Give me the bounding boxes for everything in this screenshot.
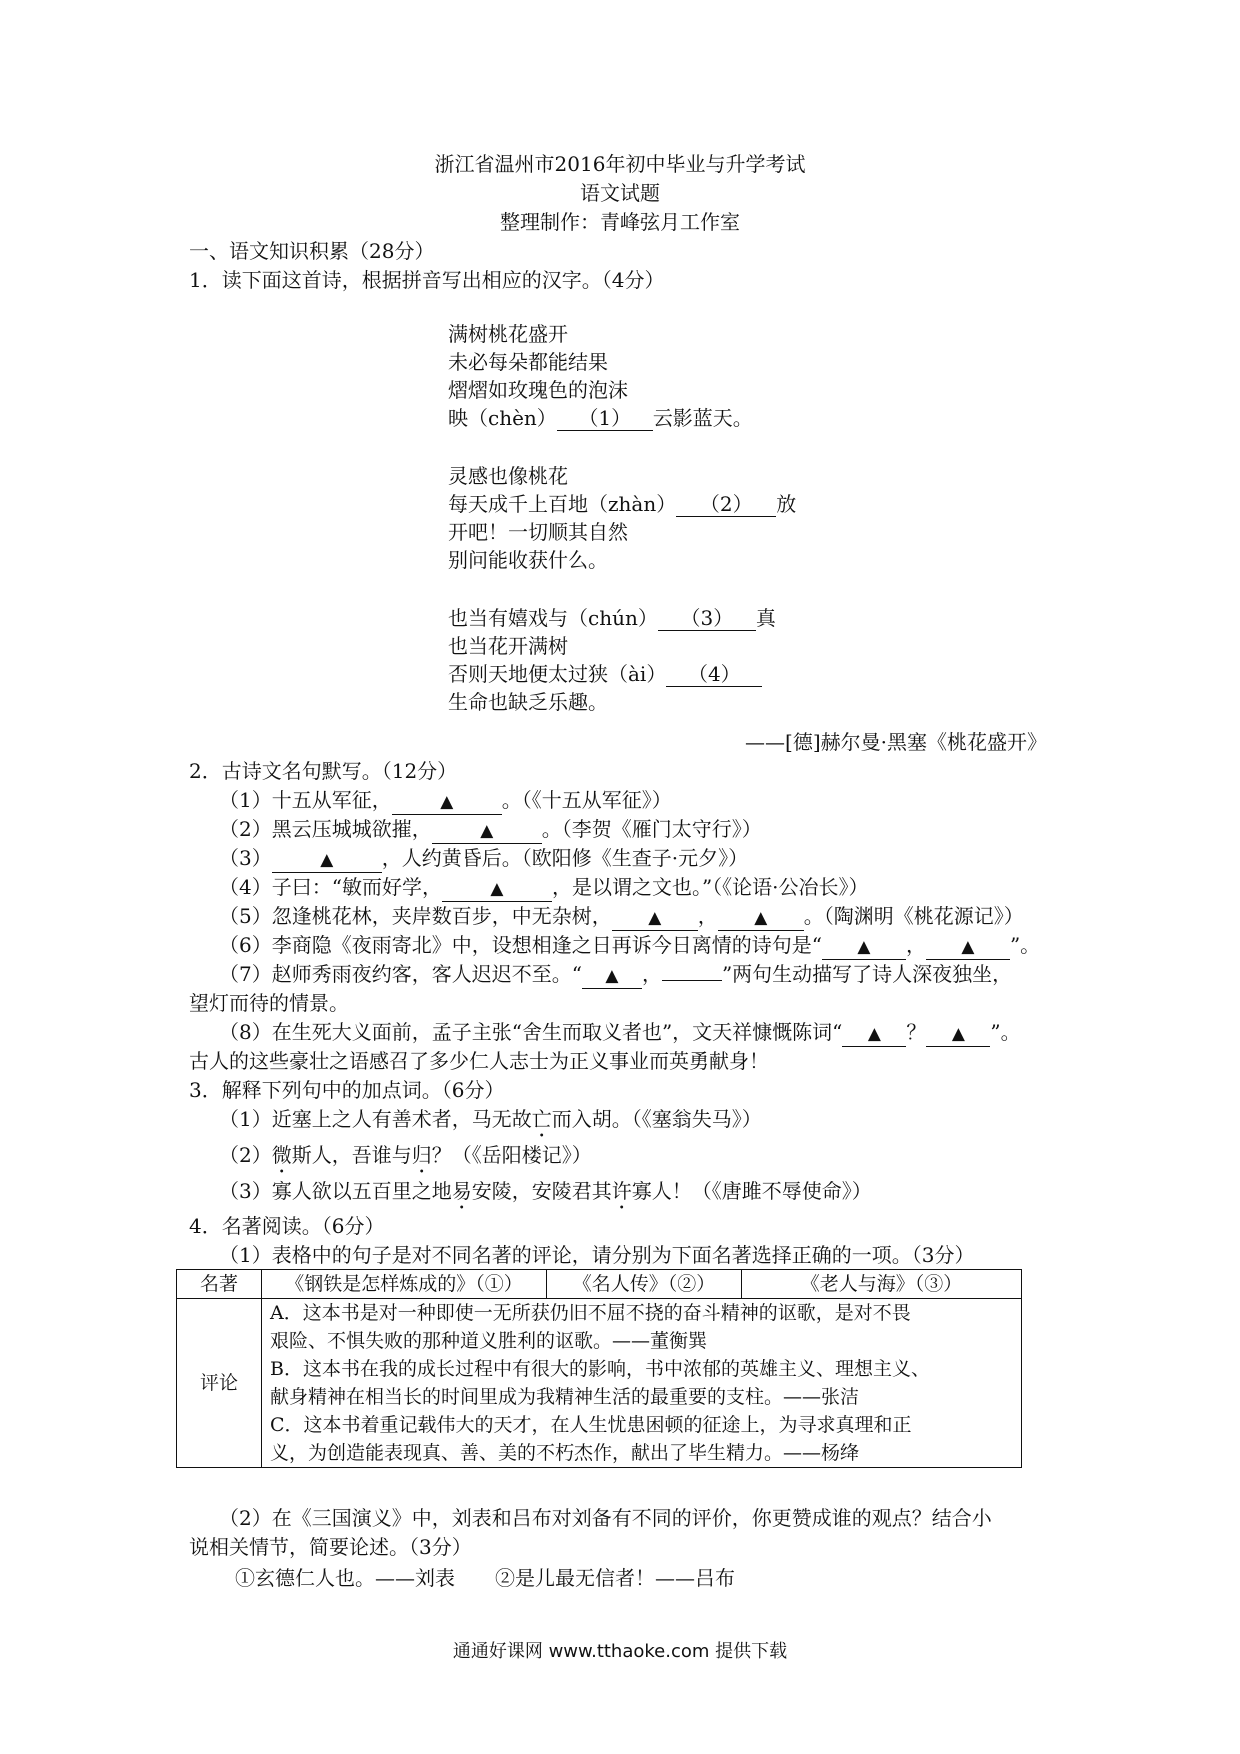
exam-subtitle: 语文试题 — [580, 181, 660, 205]
fill-blank[interactable]: ▲ — [442, 877, 552, 902]
poem-line: 别问能收获什么。 — [448, 548, 608, 572]
poem-stanza-3 — [448, 604, 776, 716]
q4-sub2-cont: 说相关情节，简要论述。（3分） — [189, 1535, 472, 1559]
answer-blank-2[interactable]: （2） — [676, 492, 776, 517]
q4-prompt: 4．名著阅读。（6分） — [189, 1214, 385, 1238]
answer-blank-3[interactable]: （3） — [658, 606, 756, 631]
q3-item-3: （3）寡人欲以五百里之地易安陵，安陵君其许寡人！（《唐雎不辱使命》） — [219, 1179, 872, 1203]
answer-blank-1[interactable]: （1） — [557, 406, 653, 431]
table-header-row — [177, 1270, 1022, 1299]
comments-cell: A．这本书是对一种即使一无所获仍旧不屈不挠的奋斗精神的讴歌，是对不畏 艰险、不惧失败的那种道义胜利的讴歌。——董衡巽 B．这本书在我的成长过程中有很大的影响，书中浓郁的英雄主义、理想主义、 献身精神在相当长的时间里成为我精神生活的最重要的支柱。——张洁 C．这本书着重记载伟大的天才，在人生忧患困顿的征途上，为寻求真理和正 义，为创造能表现真、善、美的不朽杰作，献出了毕生精力。——杨绛 — [262, 1299, 1022, 1468]
fill-blank[interactable]: ▲ — [612, 906, 698, 931]
table-header: 《名人传》（②） — [547, 1270, 742, 1299]
table-header: 名著 — [177, 1270, 262, 1299]
fill-blank[interactable]: ▲ — [718, 906, 804, 931]
table-header: 《老人与海》（③） — [742, 1270, 1022, 1299]
answer-blank-4[interactable]: （4） — [666, 662, 762, 687]
poem-line: 未必每朵都能结果 — [448, 350, 608, 374]
table-header: 《钢铁是怎样炼成的》（①） — [262, 1270, 547, 1299]
q2-item-4: （4）子曰：“敏而好学， ▲ ，是以谓之文也。”（《论语·公冶长》） — [219, 873, 869, 902]
q2-item-8-cont: 古人的这些豪壮之语感召了多少仁人志士为正义事业而英勇献身！ — [189, 1049, 769, 1073]
poem-line: 映（chèn） （1） 云影蓝天。 — [448, 406, 753, 430]
q4-sub1: （1）表格中的句子是对不同名著的评论，请分别为下面名著选择正确的一项。（3分） — [219, 1243, 975, 1267]
poem-line: 满树桃花盛开 — [448, 322, 568, 346]
poem-line: 也当有嬉戏与（chún） （3） 真 — [448, 606, 776, 630]
q2-item-8: （8）在生死大义面前，孟子主张“舍生而取义者也”，文天祥慷慨陈词“ ▲ ？ ▲ ”。 — [219, 1018, 1021, 1047]
q1-prompt: 1．读下面这首诗，根据拼音写出相应的汉字。（4分） — [189, 268, 665, 292]
poem-line: 生命也缺乏乐趣。 — [448, 690, 608, 714]
dotted-word: 微 — [271, 1143, 292, 1167]
fill-blank[interactable]: ▲ — [842, 1022, 906, 1047]
fill-blank[interactable]: ▲ — [582, 964, 642, 989]
books-table — [176, 1269, 1022, 1468]
q3-prompt: 3．解释下列句中的加点词。（6分） — [189, 1078, 505, 1102]
poem-stanza-2 — [448, 462, 796, 574]
table-label: 评论 — [177, 1299, 262, 1468]
fill-blank[interactable]: ▲ — [926, 935, 1010, 960]
q2-item-5: （5）忽逢桃花林，夹岸数百步，中无杂树， ▲ ， ▲ 。（陶渊明《桃花源记》） — [219, 902, 1024, 931]
dotted-word: 许 — [611, 1179, 632, 1203]
poem-stanza-1 — [448, 320, 753, 432]
q2-item-3: （3） ▲ ，人约黄昏后。（欧阳修《生查子·元夕》） — [219, 844, 748, 873]
poem-line: 也当花开满树 — [448, 634, 568, 658]
dotted-word: 归 — [411, 1143, 432, 1167]
dotted-word: 易 — [451, 1179, 472, 1203]
q3-item-1: （1）近塞上之人有善术者，马无故亡而入胡。（《塞翁失马》） — [219, 1107, 762, 1131]
poem-line: 开吧！一切顺其自然 — [448, 520, 628, 544]
poem-source: ——[德]赫尔曼·黑塞《桃花盛开》 — [745, 730, 1047, 754]
q2-item-2: （2）黑云压城城欲摧， ▲ 。（李贺《雁门太守行》） — [219, 815, 762, 844]
poem-line: 熠熠如玫瑰色的泡沫 — [448, 378, 628, 402]
poem-line: 否则天地便太过狭（ài） （4） — [448, 660, 776, 688]
fill-blank[interactable]: ▲ — [926, 1022, 990, 1047]
q2-item-7: （7）赵师秀雨夜约客，客人迟迟不至。“ ▲ ， ”两句生动描写了诗人深夜独坐， — [219, 960, 1012, 989]
q3-item-2: （2）微斯人，吾谁与归？（《岳阳楼记》） — [219, 1143, 592, 1167]
exam-credit: 整理制作：青峰弦月工作室 — [500, 210, 740, 234]
fill-blank[interactable]: ▲ — [272, 848, 382, 873]
page-footer: 通通好课网 www.tthaoke.com 提供下载 — [452, 1641, 788, 1662]
poem-line: 灵感也像桃花 — [448, 464, 568, 488]
fill-blank[interactable]: ▲ — [432, 819, 542, 844]
q2-item-1: （1）十五从军征， ▲ 。（《十五从军征》） — [219, 786, 672, 815]
fill-blank[interactable]: ▲ — [392, 790, 502, 815]
table-row — [177, 1299, 1022, 1468]
section-heading: 一、语文知识积累（28分） — [189, 239, 435, 263]
q4-quotes: ①玄德仁人也。——刘表 ②是儿最无信者！——吕布 — [235, 1566, 735, 1590]
q2-prompt: 2．古诗文名句默写。（12分） — [189, 759, 458, 783]
q4-sub2: （2）在《三国演义》中，刘表和吕布对刘备有不同的评价，你更赞成谁的观点？结合小 — [219, 1506, 992, 1530]
poem-line: 每天成千上百地（zhàn） （2） 放 — [448, 492, 797, 516]
exam-title: 浙江省温州市2016年初中毕业与升学考试 — [434, 152, 806, 176]
dotted-word: 亡 — [531, 1107, 552, 1131]
q2-item-6: （6）李商隐《夜雨寄北》中，设想相逢之日再诉今日离情的诗句是“ ▲ ， ▲ ”。 — [219, 931, 1040, 960]
q2-item-7-cont: 望灯而待的情景。 — [189, 991, 349, 1015]
fill-blank[interactable]: ▲ — [822, 935, 906, 960]
fill-blank[interactable] — [662, 980, 722, 981]
